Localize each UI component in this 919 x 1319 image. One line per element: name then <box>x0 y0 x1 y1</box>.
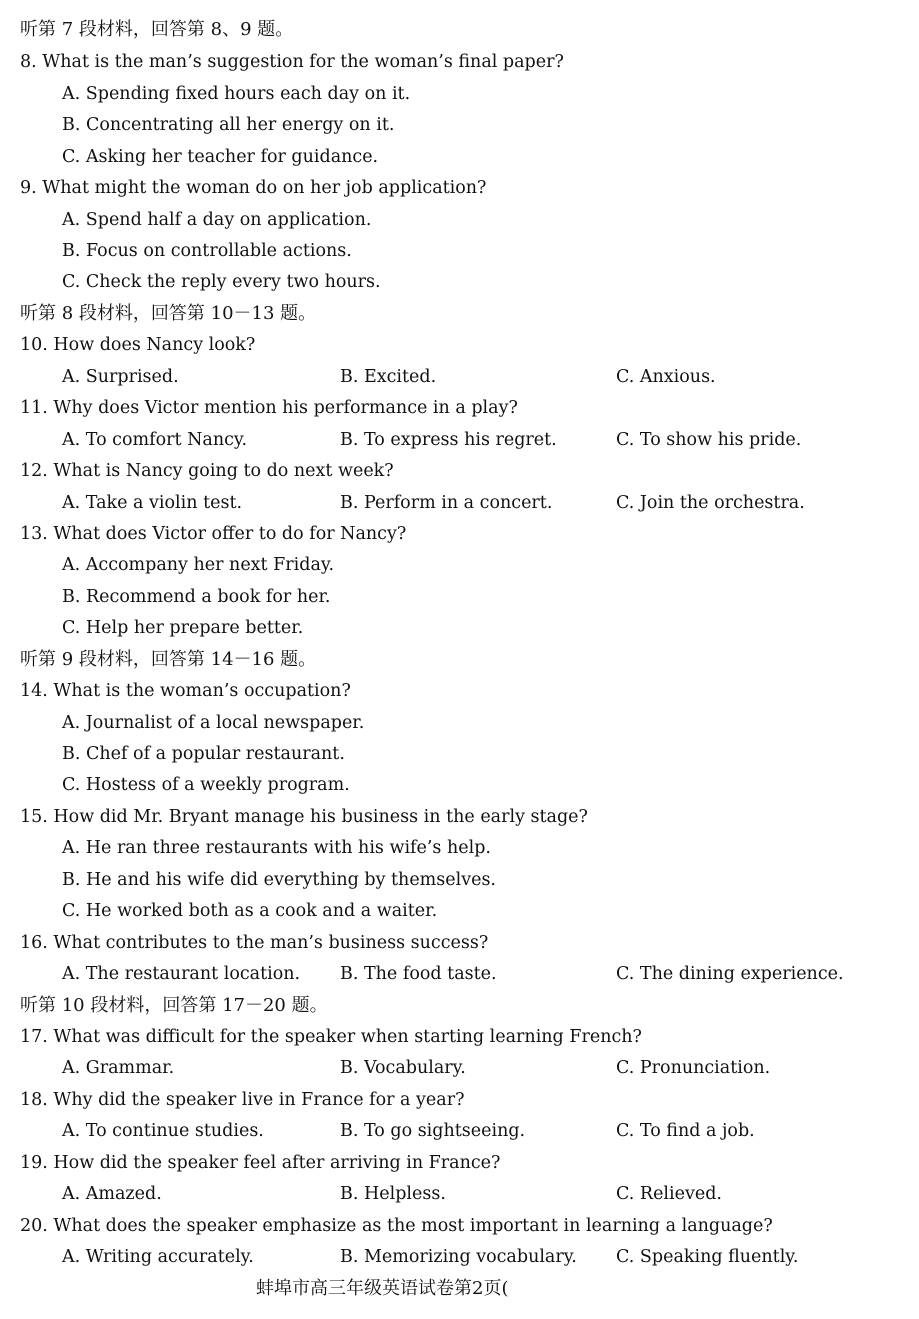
question-13-option-a: A. Accompany her next Friday. <box>62 555 335 575</box>
question-17-option-a: A. Grammar. <box>62 1058 175 1078</box>
question-20-stem: 20. What does the speaker emphasize as the most important in learning a language? <box>20 1216 773 1236</box>
section-heading-7: 听第 7 段材料，回答第 8、9 题。 <box>20 19 294 40</box>
question-9-stem: 9. What might the woman do on her job application? <box>20 178 487 198</box>
question-18-options <box>0 1119 919 1143</box>
question-10-option-a: A. Surprised. <box>62 367 179 387</box>
question-11-options <box>0 428 919 452</box>
section-heading-9: 听第 9 段材料，回答第 14－16 题。 <box>20 649 317 670</box>
question-14-option-c: C. Hostess of a weekly program. <box>62 775 350 795</box>
question-12-options <box>0 491 919 515</box>
question-10-option-b: B. Excited. <box>340 367 437 387</box>
question-15-option-c: C. He worked both as a cook and a waiter. <box>62 901 438 921</box>
question-18-stem: 18. Why did the speaker live in France for a year? <box>20 1090 465 1110</box>
question-20-option-a: A. Writing accurately. <box>62 1247 254 1267</box>
question-16-option-c: C. The dining experience. <box>616 964 844 984</box>
question-12-stem: 12. What is Nancy going to do next week? <box>20 461 394 481</box>
question-20-option-b: B. Memorizing vocabulary. <box>340 1247 577 1267</box>
question-17-option-b: B. Vocabulary. <box>340 1058 466 1078</box>
question-16-option-a: A. The restaurant location. <box>62 964 301 984</box>
question-9-option-b: B. Focus on controllable actions. <box>62 241 352 261</box>
question-19-options <box>0 1182 919 1206</box>
question-15-stem: 15. How did Mr. Bryant manage his business in the early stage? <box>20 807 588 827</box>
question-15-option-b: B. He and his wife did everything by themselves. <box>62 870 496 890</box>
question-14-stem: 14. What is the woman’s occupation? <box>20 681 351 701</box>
question-19-option-c: C. Relieved. <box>616 1184 722 1204</box>
question-8-stem: 8. What is the man’s suggestion for the woman’s final paper? <box>20 52 564 72</box>
question-14-option-a: A. Journalist of a local newspaper. <box>62 713 365 733</box>
question-13-option-c: C. Help her prepare better. <box>62 618 304 638</box>
question-16-option-b: B. The food taste. <box>340 964 497 984</box>
question-16-stem: 16. What contributes to the man’s business success? <box>20 933 489 953</box>
question-10-option-c: C. Anxious. <box>616 367 716 387</box>
question-13-stem: 13. What does Victor offer to do for Nancy? <box>20 524 407 544</box>
question-11-stem: 11. Why does Victor mention his performance in a play? <box>20 398 518 418</box>
question-9-option-c: C. Check the reply every two hours. <box>62 272 381 292</box>
question-8-option-c: C. Asking her teacher for guidance. <box>62 147 379 167</box>
question-16-options <box>0 962 919 986</box>
question-12-option-b: B. Perform in a concert. <box>340 493 553 513</box>
question-20-options <box>0 1245 919 1269</box>
question-20-option-c: C. Speaking fluently. <box>616 1247 799 1267</box>
question-10-stem: 10. How does Nancy look? <box>20 335 256 355</box>
question-15-option-a: A. He ran three restaurants with his wife’s help. <box>62 838 491 858</box>
question-19-option-b: B. Helpless. <box>340 1184 446 1204</box>
section-heading-8: 听第 8 段材料，回答第 10－13 题。 <box>20 303 317 324</box>
question-10-options <box>0 365 919 389</box>
question-18-option-b: B. To go sightseeing. <box>340 1121 526 1141</box>
question-11-option-a: A. To comfort Nancy. <box>62 430 248 450</box>
question-12-option-a: A. Take a violin test. <box>62 493 243 513</box>
question-18-option-a: A. To continue studies. <box>62 1121 264 1141</box>
question-13-option-b: B. Recommend a book for her. <box>62 587 331 607</box>
question-17-options <box>0 1056 919 1080</box>
question-8-option-a: A. Spending fixed hours each day on it. <box>62 84 411 104</box>
question-8-option-b: B. Concentrating all her energy on it. <box>62 115 395 135</box>
question-14-option-b: B. Chef of a popular restaurant. <box>62 744 345 764</box>
question-11-option-b: B. To express his regret. <box>340 430 557 450</box>
question-19-stem: 19. How did the speaker feel after arriving in France? <box>20 1153 501 1173</box>
question-11-option-c: C. To show his pride. <box>616 430 802 450</box>
question-18-option-c: C. To find a job. <box>616 1121 755 1141</box>
page-footer: 蚌埠市高三年级英语试卷第2页( <box>256 1278 509 1299</box>
section-heading-10: 听第 10 段材料，回答第 17－20 题。 <box>20 995 328 1016</box>
question-9-option-a: A. Spend half a day on application. <box>62 210 372 230</box>
question-17-stem: 17. What was difficult for the speaker when starting learning French? <box>20 1027 642 1047</box>
question-17-option-c: C. Pronunciation. <box>616 1058 771 1078</box>
question-12-option-c: C. Join the orchestra. <box>616 493 805 513</box>
question-19-option-a: A. Amazed. <box>62 1184 162 1204</box>
